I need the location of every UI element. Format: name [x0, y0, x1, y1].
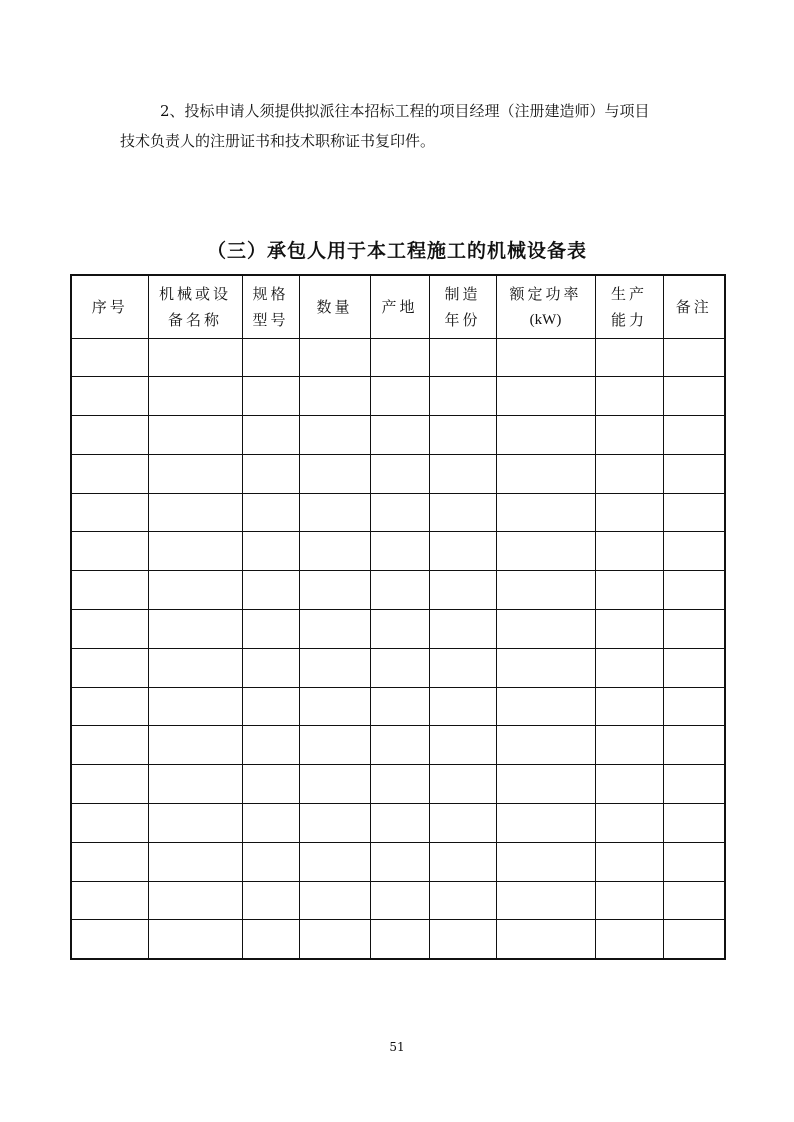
- table-cell: [299, 687, 370, 726]
- table-cell: [370, 416, 429, 455]
- table-cell: [595, 610, 663, 649]
- table-cell: [71, 377, 148, 416]
- table-cell: [595, 493, 663, 532]
- table-cell: [496, 687, 595, 726]
- table-cell: [299, 804, 370, 843]
- table-cell: [663, 532, 725, 571]
- col-header-origin: 产地: [370, 275, 429, 338]
- table-cell: [595, 454, 663, 493]
- header-row: [71, 275, 725, 338]
- table-cell: [242, 377, 299, 416]
- table-cell: [71, 493, 148, 532]
- table-cell: [663, 842, 725, 881]
- table-cell: [429, 920, 496, 959]
- table-cell: [370, 454, 429, 493]
- table-cell: [299, 920, 370, 959]
- table-cell: [299, 532, 370, 571]
- table-cell: [429, 338, 496, 377]
- table-cell: [429, 416, 496, 455]
- table-cell: [71, 610, 148, 649]
- table-cell: [595, 571, 663, 610]
- table-cell: [148, 338, 242, 377]
- table-cell: [242, 687, 299, 726]
- table-cell: [595, 416, 663, 455]
- page-number: 51: [389, 1040, 405, 1054]
- table-cell: [71, 648, 148, 687]
- table-cell: [148, 881, 242, 920]
- table-row: [71, 648, 725, 687]
- table-cell: [496, 842, 595, 881]
- table-row: [71, 726, 725, 765]
- col-header-quantity: 数量: [299, 275, 370, 338]
- table-cell: [663, 881, 725, 920]
- table-cell: [370, 726, 429, 765]
- table-cell: [148, 571, 242, 610]
- table-cell: [370, 881, 429, 920]
- table-cell: [429, 454, 496, 493]
- table-cell: [429, 687, 496, 726]
- table-cell: [663, 416, 725, 455]
- table-cell: [595, 687, 663, 726]
- table-cell: [595, 532, 663, 571]
- table-cell: [496, 454, 595, 493]
- table-cell: [299, 377, 370, 416]
- table-cell: [496, 377, 595, 416]
- table-cell: [148, 377, 242, 416]
- table-cell: [496, 571, 595, 610]
- table-cell: [299, 726, 370, 765]
- instruction-line-2: 技术负责人的注册证书和技术职称证书复印件。: [120, 132, 436, 150]
- table-cell: [429, 571, 496, 610]
- table-cell: [370, 920, 429, 959]
- equipment-table: [70, 274, 726, 960]
- table-cell: [496, 338, 595, 377]
- table-cell: [299, 454, 370, 493]
- table-row: [71, 377, 725, 416]
- table-row: [71, 804, 725, 843]
- col-header-remarks: 备注: [663, 275, 725, 338]
- table-cell: [71, 804, 148, 843]
- table-cell: [299, 842, 370, 881]
- table-cell: [242, 532, 299, 571]
- table-cell: [299, 610, 370, 649]
- table-cell: [370, 648, 429, 687]
- table-cell: [242, 726, 299, 765]
- table-row: [71, 532, 725, 571]
- table-cell: [595, 648, 663, 687]
- table-cell: [429, 765, 496, 804]
- table-cell: [663, 493, 725, 532]
- table-cell: [429, 493, 496, 532]
- table-cell: [663, 726, 725, 765]
- table-cell: [370, 338, 429, 377]
- table-cell: [242, 493, 299, 532]
- table-cell: [148, 610, 242, 649]
- table-cell: [71, 765, 148, 804]
- table-cell: [595, 920, 663, 959]
- table-cell: [595, 842, 663, 881]
- table-cell: [71, 726, 148, 765]
- table-cell: [148, 648, 242, 687]
- table-cell: [148, 726, 242, 765]
- table-row: [71, 687, 725, 726]
- table-row: [71, 571, 725, 610]
- table-cell: [71, 842, 148, 881]
- table-cell: [370, 610, 429, 649]
- table-cell: [71, 920, 148, 959]
- instruction-paragraph: [120, 96, 700, 156]
- table-cell: [148, 416, 242, 455]
- table-cell: [242, 338, 299, 377]
- table-title: （三）承包人用于本工程施工的机械设备表: [206, 240, 587, 262]
- table-cell: [370, 842, 429, 881]
- table-cell: [299, 648, 370, 687]
- table-row: [71, 454, 725, 493]
- col-header-rated-power: 额定功率 (kW): [496, 275, 595, 338]
- table-cell: [496, 532, 595, 571]
- table-cell: [496, 920, 595, 959]
- table-cell: [71, 571, 148, 610]
- table-cell: [496, 610, 595, 649]
- table-cell: [663, 920, 725, 959]
- table-cell: [148, 920, 242, 959]
- table-cell: [242, 804, 299, 843]
- table-cell: [71, 881, 148, 920]
- table-cell: [663, 571, 725, 610]
- table-cell: [595, 881, 663, 920]
- table-cell: [496, 726, 595, 765]
- table-cell: [496, 493, 595, 532]
- table-cell: [71, 416, 148, 455]
- table-cell: [299, 416, 370, 455]
- table-cell: [242, 454, 299, 493]
- table-row: [71, 416, 725, 455]
- table-cell: [595, 804, 663, 843]
- table-cell: [242, 610, 299, 649]
- table-cell: [148, 687, 242, 726]
- table-cell: [496, 881, 595, 920]
- table-cell: [595, 377, 663, 416]
- table-cell: [242, 881, 299, 920]
- instruction-line-1: 2、投标申请人须提供拟派往本招标工程的项目经理（注册建造师）与项目: [160, 102, 650, 120]
- table-cell: [242, 920, 299, 959]
- table-cell: [663, 377, 725, 416]
- table-cell: [148, 454, 242, 493]
- table-cell: [429, 648, 496, 687]
- table-cell: [71, 532, 148, 571]
- table-cell: [370, 571, 429, 610]
- table-row: [71, 920, 725, 959]
- table-row: [71, 881, 725, 920]
- table-cell: [148, 532, 242, 571]
- table-cell: [370, 377, 429, 416]
- table-cell: [496, 765, 595, 804]
- table-cell: [496, 416, 595, 455]
- table-body: [71, 338, 725, 959]
- table-cell: [663, 804, 725, 843]
- table-cell: [299, 493, 370, 532]
- table-cell: [71, 454, 148, 493]
- table-row: [71, 338, 725, 377]
- table-cell: [370, 493, 429, 532]
- col-header-manufacture-year: 制造 年份: [429, 275, 496, 338]
- table-cell: [299, 765, 370, 804]
- table-cell: [370, 532, 429, 571]
- table-cell: [496, 804, 595, 843]
- table-cell: [663, 610, 725, 649]
- table-cell: [663, 687, 725, 726]
- table-cell: [429, 377, 496, 416]
- col-header-capacity: 生产 能力: [595, 275, 663, 338]
- table-cell: [71, 338, 148, 377]
- col-header-spec-model: 规格 型号: [242, 275, 299, 338]
- table-cell: [242, 842, 299, 881]
- table-cell: [370, 804, 429, 843]
- table-cell: [242, 416, 299, 455]
- table-cell: [242, 765, 299, 804]
- table-cell: [370, 687, 429, 726]
- table-cell: [299, 571, 370, 610]
- table-cell: [429, 726, 496, 765]
- table-cell: [595, 726, 663, 765]
- table-cell: [242, 648, 299, 687]
- table-cell: [429, 842, 496, 881]
- table-cell: [429, 610, 496, 649]
- table-cell: [663, 454, 725, 493]
- table-cell: [595, 338, 663, 377]
- table-cell: [242, 571, 299, 610]
- table-cell: [299, 338, 370, 377]
- table-cell: [148, 804, 242, 843]
- col-header-index: 序号: [71, 275, 148, 338]
- table-cell: [429, 532, 496, 571]
- table-cell: [148, 493, 242, 532]
- table-cell: [148, 842, 242, 881]
- table-cell: [370, 765, 429, 804]
- table-cell: [299, 881, 370, 920]
- table-cell: [429, 881, 496, 920]
- table-cell: [429, 804, 496, 843]
- col-header-equipment-name: 机械或设 备名称: [148, 275, 242, 338]
- table-row: [71, 842, 725, 881]
- table-cell: [496, 648, 595, 687]
- table-row: [71, 765, 725, 804]
- table-row: [71, 493, 725, 532]
- table-cell: [663, 338, 725, 377]
- table-cell: [663, 765, 725, 804]
- table-cell: [71, 687, 148, 726]
- table-cell: [595, 765, 663, 804]
- table-row: [71, 610, 725, 649]
- table-cell: [148, 765, 242, 804]
- table-cell: [663, 648, 725, 687]
